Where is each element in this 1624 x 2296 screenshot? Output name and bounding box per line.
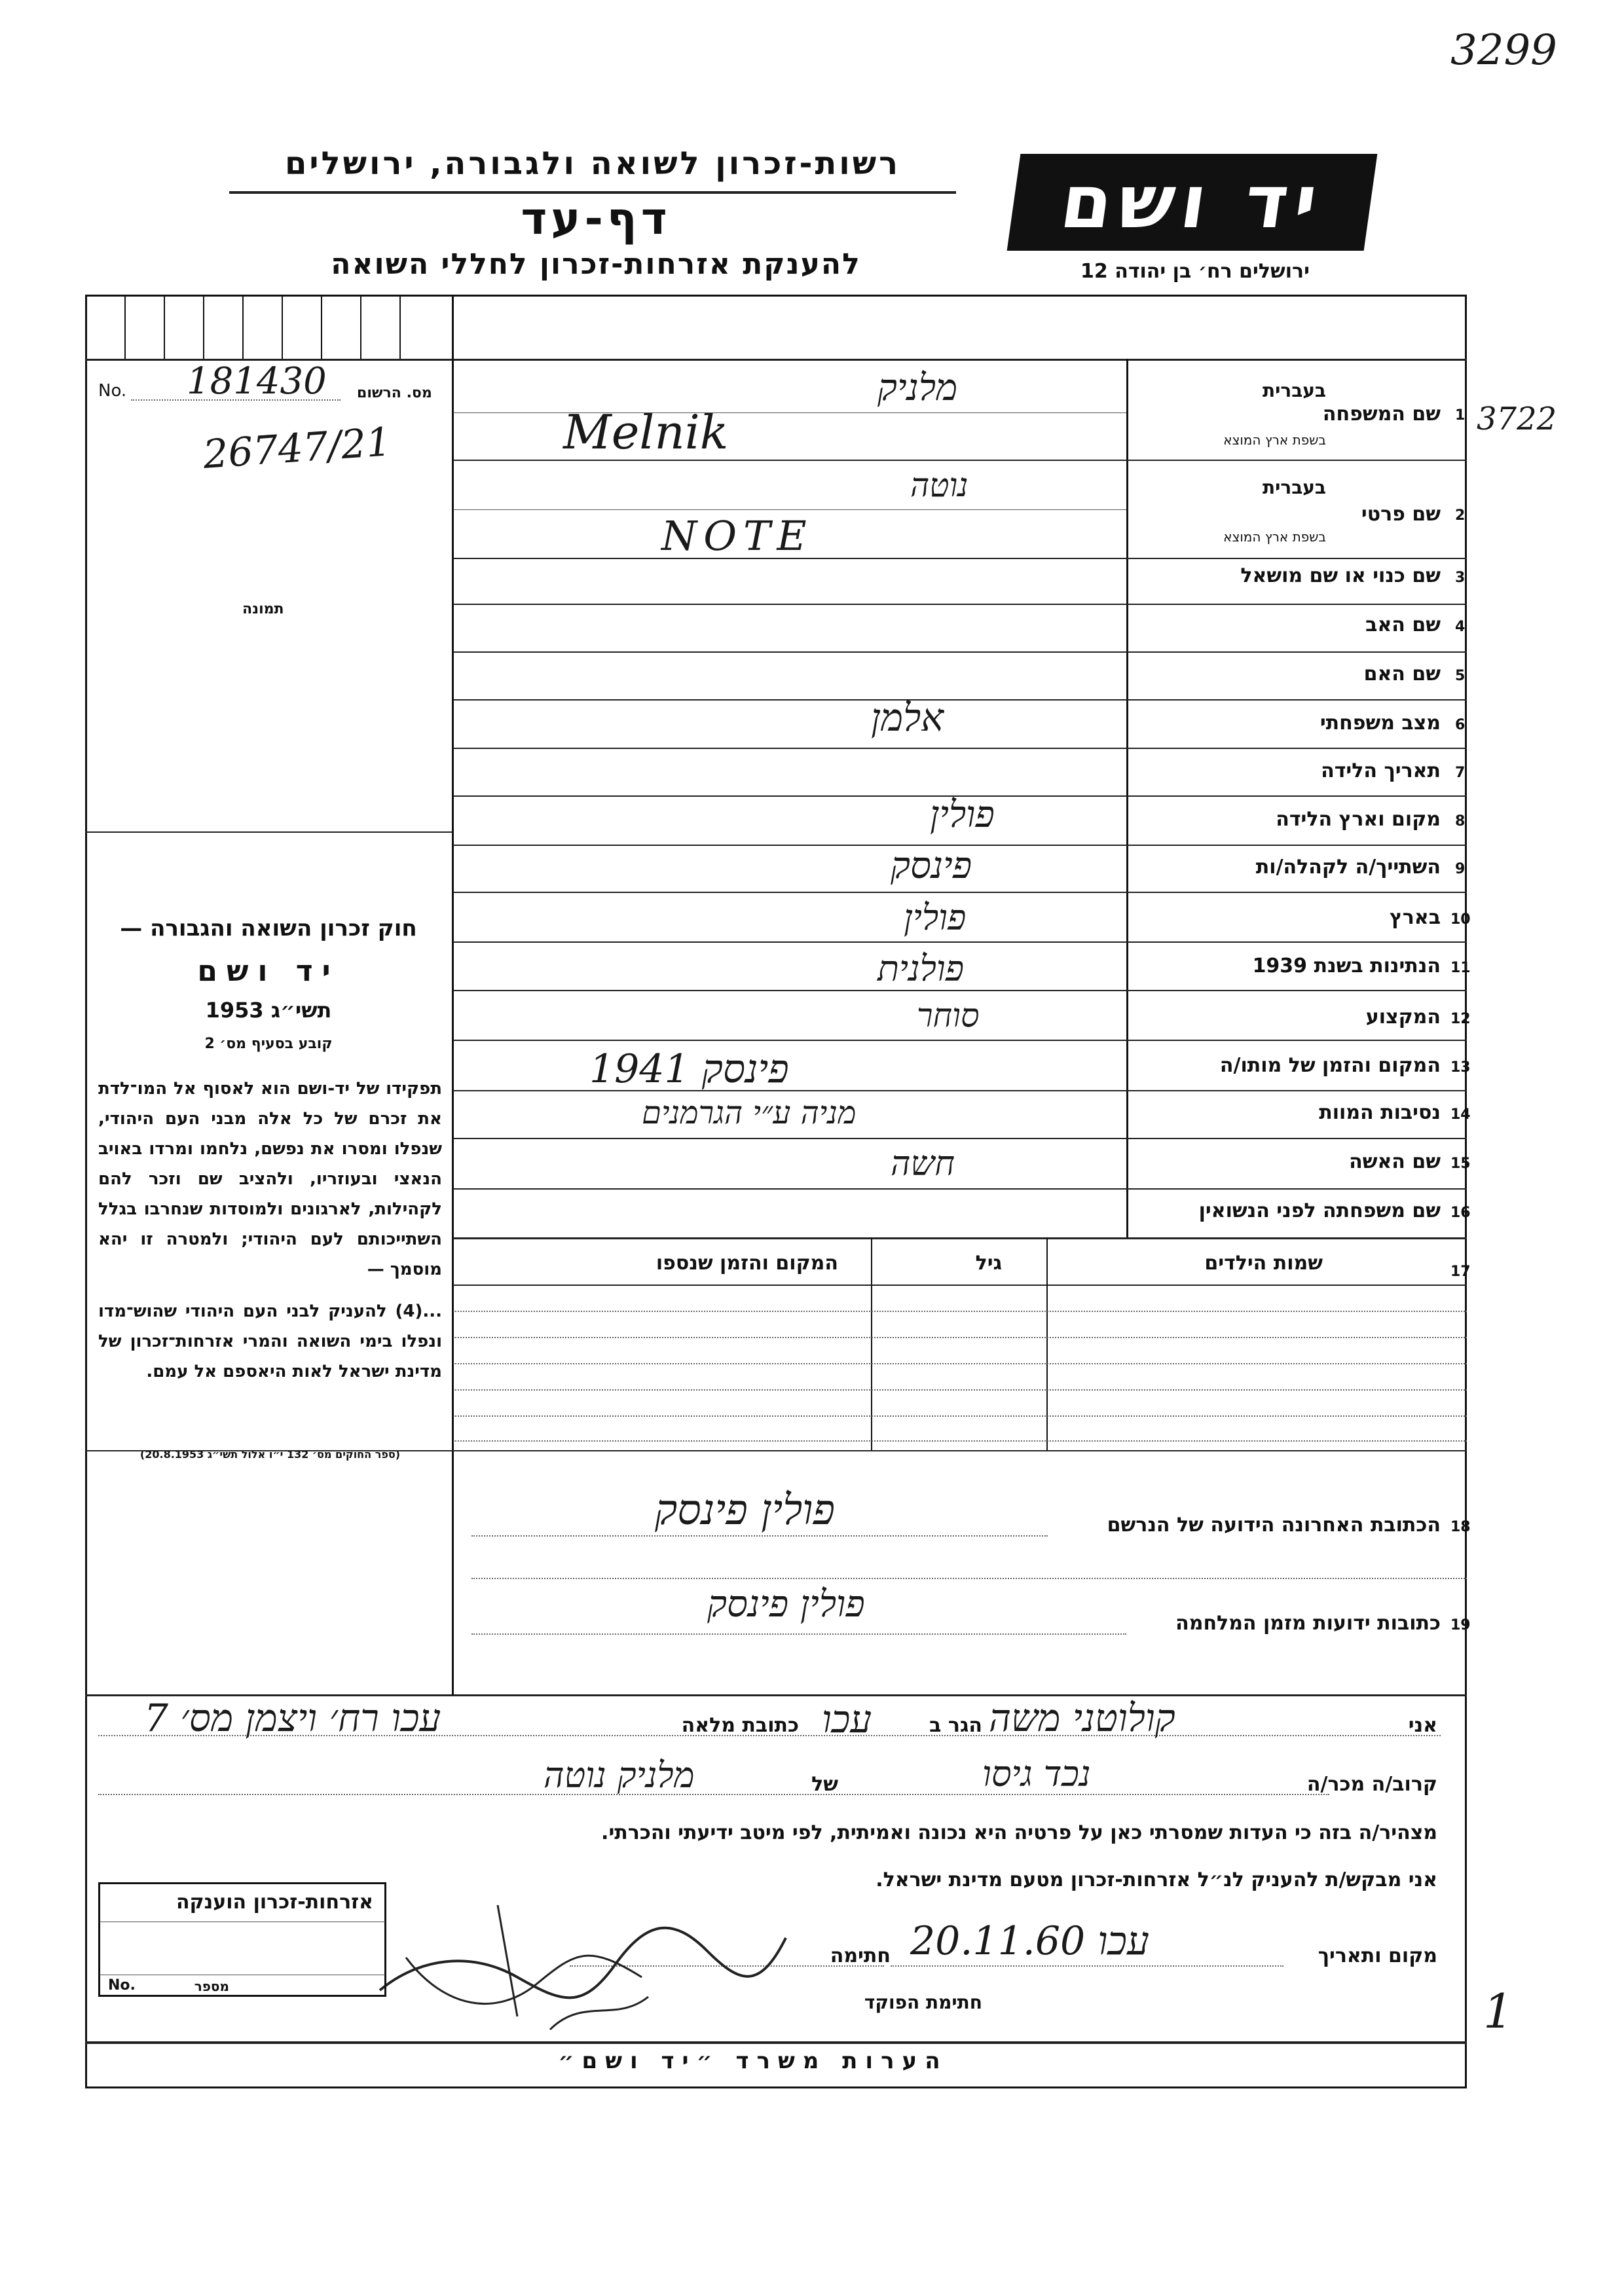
field-10-label: בארץ xyxy=(1389,906,1441,929)
field-12-line xyxy=(453,1040,1467,1041)
field-12-number: 12 xyxy=(1450,1011,1471,1027)
field-2-value-b: NOTE xyxy=(661,512,813,560)
field-7-label: תאריך הלידה xyxy=(1321,759,1441,782)
field-7-number: 7 xyxy=(1455,765,1466,781)
top-strip-divider-2 xyxy=(164,296,165,359)
field-16-number: 16 xyxy=(1450,1205,1471,1221)
top-strip-divider-7 xyxy=(360,296,361,359)
field-2-value-a: נוטה xyxy=(910,466,969,504)
top-strip-divider-8 xyxy=(399,296,401,359)
field-11-line xyxy=(453,990,1467,991)
top-strip-divider-6 xyxy=(321,296,322,359)
signature-scribble xyxy=(367,1879,799,2049)
field-11-number: 11 xyxy=(1450,960,1471,976)
stamp-box-title: אזרחות-זכרון הוענקה xyxy=(175,1891,373,1914)
field-9-line xyxy=(453,892,1467,893)
children-col-age: גיל xyxy=(975,1252,1002,1275)
children-row-1 xyxy=(453,1311,1467,1312)
children-col-names: שמות הילדים xyxy=(1204,1252,1323,1275)
field-1-value-a: מלניק xyxy=(877,367,958,409)
field-4-label: שם האב xyxy=(1365,613,1441,636)
field-9-label: השתייך/ה לקהלה/ות xyxy=(1255,856,1441,879)
decl-statement-1: מצהיר/ה בזה כי העדות שמסרתי כאן על פרטיה היא נכונה ואמיתית, לפי מיטב ידיעתי והכרתי. xyxy=(601,1821,1437,1844)
field-2-sub-a: בעברית xyxy=(1262,477,1326,498)
photo-label: תמונה xyxy=(242,601,284,617)
footer-remarks: הערות משרד ״יד ושם״ xyxy=(558,2048,948,2074)
second-number: 26747/21 xyxy=(201,419,393,478)
decl-statement-2: אני מבקש/ת להעניק לנ״ל אזרחות-זכרון מטעם מדינת ישראל. xyxy=(876,1868,1437,1891)
field-1-line-b xyxy=(453,460,1467,461)
law-top-line xyxy=(85,831,452,833)
form-title: דף-עד xyxy=(521,193,671,245)
law-text-1: תפקידו של יד-ושם הוא לאסוף אל המו־לדת את זכרם של כל אלה מבני העם היהודי, שנפלו ומסרו את נפשם, נלחמו ומרדו באויב הנאצי ובעוזריו, ולהציב שם וזכר להם לקהילות, לארגונים ולמוסדות שנחרבו בגלל השתייכותם לעם היהודי; ולמטרה זו יהא מוסמך — xyxy=(98,1079,442,1279)
field-5-line xyxy=(453,699,1467,701)
field-12-label: המקצוע xyxy=(1365,1006,1441,1029)
field-1-value-b: Melnik xyxy=(563,405,729,460)
decl-line-2 xyxy=(98,1794,1329,1795)
side-mark: 3722 xyxy=(1477,401,1557,437)
label-column-divider xyxy=(1126,359,1128,1237)
field-18-line xyxy=(471,1535,1048,1537)
decl-of-value: מלניק נוטה xyxy=(544,1755,695,1796)
field-4-line xyxy=(453,651,1467,653)
field-5-number: 5 xyxy=(1455,668,1466,684)
field-11-label: הנתינות בשנת 1939 xyxy=(1252,955,1441,977)
field-13-label: המקום והזמן של מותו/ה xyxy=(1219,1054,1441,1077)
field-16-label: שם משפחתה לפני הנשואין xyxy=(1198,1199,1441,1222)
decl-relative-label: קרוב/ה מכר/ה xyxy=(1306,1773,1437,1796)
field-18-value: פולין פינסק xyxy=(655,1486,836,1535)
field-17-number: 17 xyxy=(1450,1264,1471,1280)
top-strip-divider-1 xyxy=(124,296,126,359)
field-18-line-2 xyxy=(471,1578,1467,1579)
field-6-line xyxy=(453,748,1467,749)
field-6-number: 6 xyxy=(1455,717,1466,733)
field-16-line xyxy=(453,1237,1467,1239)
field-2-number: 2 xyxy=(1455,507,1466,524)
decl-resides-label: הגר ב xyxy=(929,1714,982,1737)
field-15-value: חשה xyxy=(891,1144,955,1184)
field-2-line-b xyxy=(453,558,1467,559)
law-source: (ספר החוקים מס׳ 132 י״ו אלול תשי״ג 20.8.1953) xyxy=(139,1448,401,1461)
reg-label: מס. הרשום xyxy=(357,385,432,401)
field-9-number: 9 xyxy=(1455,861,1466,877)
form-subtitle: להענקת אזרחות-זכרון לחללי השואה xyxy=(331,247,861,281)
stamp-box-number-label: מספר xyxy=(194,1978,229,1994)
field-12-value: סוחר xyxy=(917,996,980,1034)
children-row-4 xyxy=(453,1389,1467,1391)
children-col-place: המקום והזמן שנספו xyxy=(655,1252,838,1275)
field-19-number: 19 xyxy=(1450,1617,1471,1633)
top-strip-divider-3 xyxy=(203,296,204,359)
field-8-label: מקום וארץ הלידה xyxy=(1276,808,1441,831)
field-2-label: שם פרטי xyxy=(1361,503,1441,526)
yad-vashem-logo: יד ושם xyxy=(1007,154,1378,251)
logo-address: ירושלים רח׳ בן יהודה 12 xyxy=(1080,260,1310,283)
children-divider-1 xyxy=(871,1237,872,1450)
left-column-divider xyxy=(452,296,454,1694)
law-year: תשי״ג 1953 xyxy=(205,998,332,1023)
field-9-value: פינסק xyxy=(891,845,972,887)
decl-line-3 xyxy=(891,1965,1283,1967)
field-1-sub-a: בעברית xyxy=(1262,380,1326,401)
children-row-2 xyxy=(453,1337,1467,1338)
no-label: No. xyxy=(98,381,127,401)
field-1-label: שם המשפחה xyxy=(1322,403,1441,426)
decl-of-label: של xyxy=(811,1773,838,1796)
children-bottom-line xyxy=(85,1450,1467,1451)
field-3-label: שם כנוי או שם מושאל xyxy=(1240,564,1441,587)
field-2-line-a xyxy=(453,509,1126,510)
field-4-number: 4 xyxy=(1455,619,1466,635)
field-1-line-a xyxy=(453,412,1126,413)
decl-relative-value: נכד גיסו xyxy=(982,1753,1091,1795)
page-number: 3299 xyxy=(1450,26,1557,75)
decl-place-date-value: עכו 20.11.60 xyxy=(910,1918,1149,1964)
decl-signature-label: חתימה xyxy=(830,1944,891,1967)
children-row-3 xyxy=(453,1363,1467,1364)
top-strip-divider-5 xyxy=(282,296,283,359)
field-19-value: פולין פינסק xyxy=(707,1583,865,1626)
decl-address-value: עכו רח׳ ויצמן מס׳ 7 xyxy=(144,1696,441,1740)
footer-side-digit: 1 xyxy=(1483,1984,1513,2039)
field-2-sub-b: בשפת ארץ המוצא xyxy=(1223,529,1326,545)
law-name: יד ושם xyxy=(197,955,340,988)
field-13-value: פינסק 1941 xyxy=(589,1046,789,1092)
field-3-line xyxy=(453,604,1467,605)
children-row-6 xyxy=(453,1440,1467,1442)
field-15-label: שם האשה xyxy=(1349,1150,1441,1173)
law-title: חוק זכרון השואה והגבורה — xyxy=(120,915,417,941)
decl-i-label: אני xyxy=(1408,1714,1437,1737)
field-19-label: כתובות ידועות מזמן המלחמה xyxy=(1175,1612,1441,1635)
decl-address-label: כתובת מלאה xyxy=(681,1714,799,1737)
decl-i-value: קולוטני משה xyxy=(989,1696,1175,1740)
field-1-number: 1 xyxy=(1455,407,1466,424)
field-6-value: אלמן xyxy=(871,695,944,740)
field-8-value: פולין xyxy=(930,793,995,836)
field-3-number: 3 xyxy=(1455,570,1466,586)
field-15-line xyxy=(453,1188,1467,1190)
field-18-label: הכתובת האחרונה הידועה של הנרשם xyxy=(1107,1514,1441,1537)
field-8-number: 8 xyxy=(1455,813,1466,829)
children-row-5 xyxy=(453,1415,1467,1417)
field-13-line xyxy=(453,1090,1467,1091)
reg-number: 181430 xyxy=(187,360,327,403)
law-text-2: ...(4) להעניק לבני העם היהודי שהוש־מדו ונפלו בימי השואה והמרי אזרחות־זכרון של מדינת ישראל לאות היאספם אל עמם. xyxy=(98,1302,442,1381)
field-15-number: 15 xyxy=(1450,1156,1471,1172)
field-14-value: מניה ע״י הגרמנים xyxy=(642,1095,857,1131)
footer-line-top xyxy=(85,2041,1467,2044)
field-1-sub-b: בשפת ארץ המוצא xyxy=(1223,432,1326,448)
field-10-value: פולין xyxy=(904,897,967,938)
field-6-label: מצב משפחתי xyxy=(1320,712,1441,735)
field-14-number: 14 xyxy=(1450,1106,1471,1123)
decl-officer-label: חתימת הפוקד xyxy=(864,1992,982,2013)
law-clause: קובע בסעיף מס׳ 2 xyxy=(204,1036,333,1052)
field-10-number: 10 xyxy=(1450,911,1471,928)
field-18-number: 18 xyxy=(1450,1519,1471,1535)
stamp-box-no-label: No. xyxy=(108,1977,136,1994)
decl-place-date-label: מקום ותאריך xyxy=(1318,1944,1437,1967)
decl-resides-value: עכו xyxy=(822,1697,872,1741)
children-divider-2 xyxy=(1046,1237,1048,1450)
field-13-number: 13 xyxy=(1450,1059,1471,1076)
field-14-label: נסיבות המוות xyxy=(1319,1101,1441,1124)
field-11-value: פולנית xyxy=(877,948,965,989)
top-strip-divider-4 xyxy=(242,296,244,359)
field-10-line xyxy=(453,941,1467,943)
children-header-line xyxy=(453,1285,1467,1286)
field-5-label: שם האם xyxy=(1363,663,1441,685)
field-19-line xyxy=(471,1633,1126,1635)
field-14-line xyxy=(453,1138,1467,1139)
authority-line: רשות-זכרון לשואה ולגבורה, ירושלים xyxy=(284,145,901,182)
